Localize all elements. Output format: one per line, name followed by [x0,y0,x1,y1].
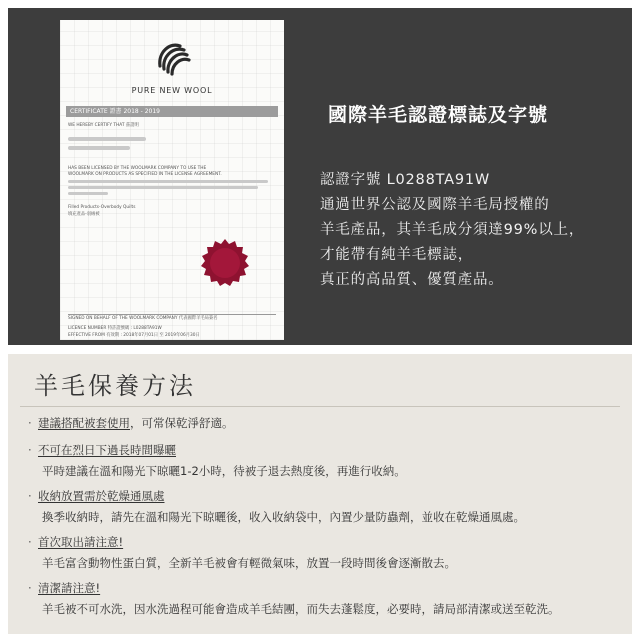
care-tip-heading [28,581,628,596]
blurred-text-line [68,192,108,195]
certificate-year-bar: CERTIFICATE 證書 2018 - 2019 [66,106,278,117]
care-tip-description: 羊毛被不可水洗，因水洗過程可能會造成羊毛結團，而失去蓬鬆度，必要時，請局部清潔或送至乾洗。 [42,602,560,616]
certificate-line: 填充產品-羽絨被 [68,212,100,217]
care-tip-heading [28,535,628,550]
bullet-icon: · [28,581,32,595]
care-tip-description: 平時建議在溫和陽光下晾曬1-2小時，待被子退去熱度後，再進行收納。 [42,464,406,478]
care-tip-heading [28,489,628,504]
woolmark-logo-icon [152,36,194,78]
certification-description: 真正的高品質、優質產品。 [320,272,504,288]
care-tip-heading-underlined: 首次取出請注意! [38,535,124,549]
bullet-icon: · [28,443,32,457]
section-divider [20,406,620,407]
signature-line [68,314,276,315]
care-tip-description: 羊毛富含動物性蛋白質，全新羊毛被會有輕微氣味，放置一段時間後會逐漸散去。 [42,556,456,570]
care-tip-item [28,489,628,525]
bullet-icon: · [28,535,32,549]
bullet-icon: · [28,489,32,503]
blurred-text-line [68,180,268,183]
certification-number: 認證字號 L0288TA91W [320,172,491,188]
bullet-icon: · [28,416,32,430]
woolmark-brand-text: PURE NEW WOOL [131,86,213,95]
care-tip-item [28,535,628,571]
care-tip-heading [28,416,628,431]
care-tip-heading [28,443,628,458]
care-tip-item [28,416,628,431]
certification-description: 才能帶有純羊毛標誌， [320,247,473,263]
certificate-line: HAS BEEN LICENSED BY THE WOOLMARK COMPANY TO USE THE [68,166,207,171]
blurred-text-line [68,186,258,189]
care-tip-heading-underlined: 清潔請注意! [38,581,101,595]
certification-description: 羊毛產品，其羊毛成分須達99%以上， [320,222,585,238]
care-tip-item [28,443,628,479]
care-tip-item [28,581,628,617]
woolmark-certificate-image [60,20,284,340]
red-seal-icon [200,238,250,288]
certificate-line: Filled Products-Overbody Quilts [68,205,136,210]
care-tip-heading-rest: ，可常保乾淨舒適。 [130,416,234,430]
certificate-banner [8,8,632,345]
care-section-title: 羊毛保養方法 [34,372,196,400]
care-tip-heading-underlined: 收納放置需於乾燥通風處 [38,489,165,503]
certificate-line: LICENCE NUMBER 特許證號碼 : L0288TA91W [68,326,162,331]
care-tip-heading-underlined: 不可在烈日下過長時間曝曬 [38,443,176,457]
certificate-line: EFFECTIVE FROM 有效期 : 2018年07月01日 至 2019年06月30日 [68,333,200,338]
blurred-company-name [68,146,130,150]
certification-title: 國際羊毛認證標誌及字號 [328,104,549,126]
certification-description: 通過世界公認及國際羊毛局授權的 [320,197,550,213]
certificate-line: WOOLMARK ON PRODUCTS AS SPECIFIED IN THE LICENSE AGREEMENT. [68,172,222,177]
certificate-line: WE HEREBY CERTIFY THAT 茲證明 [68,123,139,128]
wool-care-section [8,354,632,634]
care-tip-description: 換季收納時，請先在溫和陽光下晾曬後，收入收納袋中，內置少量防蟲劑，並收在乾燥通風處。 [42,510,525,524]
care-tip-heading-underlined: 建議搭配被套使用 [38,416,130,430]
blurred-company-name [68,137,146,141]
certificate-line: SIGNED ON BEHALF OF THE WOOLMARK COMPANY 代表國際羊毛局簽名 [68,316,218,321]
